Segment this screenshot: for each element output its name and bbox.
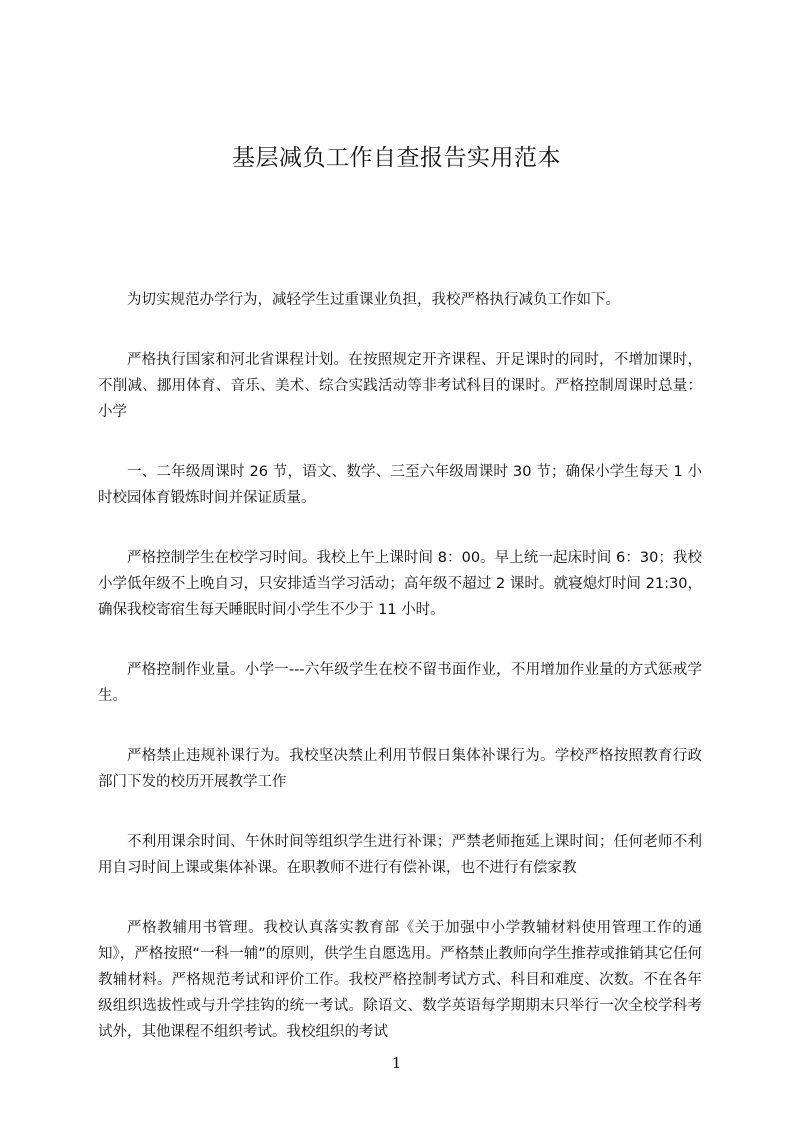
paragraph-intro: 为切实规范办学行为，减轻学生过重课业负担，我校严格执行减负工作如下。 — [127, 292, 620, 308]
paragraph-materials-exams: 严格教辅用书管理。我校认真落实教育部《关于加强中小学教辅材料使用管理工作的通知》，严格按照“一科一辅”的原则，供学生自愿选用。严格禁止教师向学生推荐或推销其它任何教辅材料。严格规范考试和评价工作。我校严格控制考试方式、科目和难度、次数。不在各年级组织选拔性或与升学挂钩的统一考试。除语文、数学英语每学期期末只举行一次全校学科考试外，其他课程不组织考试。我校组织的考试 — [98, 920, 702, 1040]
paragraph-school-time: 严格控制学生在校学习时间。我校上午上课时间 8：00。早上统一起床时间 6：30；我校小学低年级不上晚自习，只安排适当学习活动；高年级不超过 2 课时。就寝熄灯时间 21:30，确保我校寄宿生每天睡眠时间小学生不少于 11 小时。 — [98, 550, 702, 618]
paragraph-extra-classes: 严格禁止违规补课行为。我校坚决禁止利用节假日集体补课行为。学校严格按照教育行政部门下发的校历开展教学工作 — [98, 748, 702, 790]
document-title: 基层减负工作自查报告实用范本 — [232, 145, 561, 171]
page-number: 1 — [391, 1054, 402, 1072]
document-body — [98, 287, 702, 1079]
paragraph-homework: 严格控制作业量。小学一---六年级学生在校不留书面作业，不用增加作业量的方式惩戒学生。 — [98, 662, 702, 704]
paragraph-tutoring: 不利用课余时间、午休时间等组织学生进行补课；严禁老师拖延上课时间；任何老师不利用自习时间上课或集体补课。在职教师不进行有偿补课，也不进行有偿家教 — [98, 834, 702, 876]
paragraph-weekly-hours: 一、二年级周课时 26 节，语文、数学、三至六年级周课时 30 节；确保小学生每天 1 小时校园体育锻炼时间并保证质量。 — [98, 464, 702, 506]
paragraph-curriculum: 严格执行国家和河北省课程计划。在按照规定开齐课程、开足课时的同时，不增加课时，不削减、挪用体育、音乐、美术、综合实践活动等非考试科目的课时。严格控制周课时总量：小学 — [98, 352, 702, 420]
